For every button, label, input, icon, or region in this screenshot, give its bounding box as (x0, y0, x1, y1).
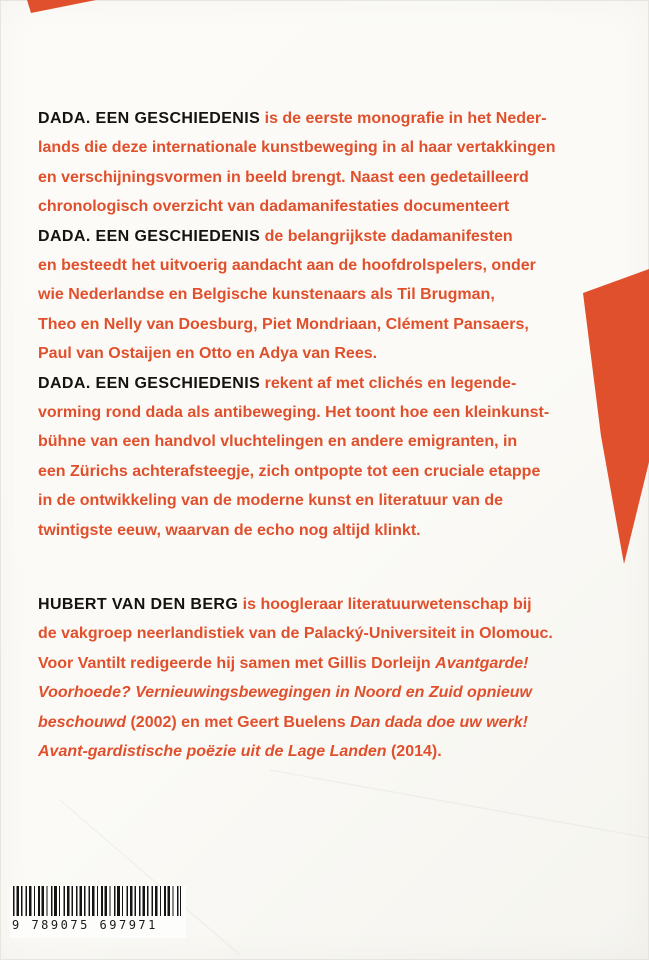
text-line (38, 590, 553, 619)
text-line (38, 280, 555, 309)
italic-text-run: Voorhoede? Vernieuwingsbewegingen in Noord en Zuid opnieuw (38, 684, 532, 702)
text-line (38, 339, 555, 368)
italic-text-run: Avant-gardistische poëzie uit de Lage Landen (38, 743, 387, 761)
bold-title-run: DADA. EEN GESCHIEDENIS (38, 227, 261, 245)
text-line (38, 619, 553, 648)
red-brush-shape-right (583, 269, 649, 564)
body-text-run: rekent af met clichés en legende- (260, 374, 517, 392)
text-line (38, 708, 553, 737)
text-line (38, 737, 553, 766)
text-line (38, 486, 555, 515)
italic-text-run: Avantgarde! (435, 654, 529, 672)
text-line (38, 133, 555, 162)
body-text-run: de vakgroep neerlandistiek van de Palacký-Universiteit in Olomouc. (38, 625, 553, 643)
red-sliver-top-left (27, 0, 96, 13)
text-line (38, 649, 553, 678)
text-line (38, 516, 555, 545)
body-text-run: (2014). (386, 743, 442, 761)
body-text-run: een Zürichs achterafsteegje, zich ontpopte tot een cruciale etappe (38, 462, 541, 480)
isbn-number: 9 789075 697971 (12, 918, 158, 932)
text-line (38, 457, 555, 486)
body-text-run: bühne van een handvol vluchtelingen en andere emigranten, in (38, 433, 518, 451)
body-text-run: is hoogleraar literatuurwetenschap bij (238, 596, 532, 613)
text-line (38, 369, 555, 398)
barcode-bars (13, 886, 181, 916)
paper-crease-line (270, 770, 649, 838)
body-text-run: lands die deze internationale kunstbeweging in al haar vertakkingen (38, 139, 556, 157)
text-line (38, 192, 555, 221)
body-text-run: chronologisch overzicht van dadamanifestaties documenteert (38, 198, 510, 216)
text-line (38, 310, 555, 339)
body-text-run: is de eerste monografie in het Neder- (260, 110, 547, 127)
text-line (38, 251, 555, 280)
text-line (38, 104, 555, 133)
body-text-run: vorming rond dada als antibeweging. Het toont hoe een kleinkunst- (38, 404, 550, 422)
author-bio-block (38, 590, 553, 766)
italic-text-run: Dan dada doe uw werk! (350, 713, 528, 731)
body-text-run: twintigste eeuw, waarvan de echo nog altijd klinkt. (38, 521, 421, 539)
body-text-run: (2002) en met Geert Buelens (126, 713, 351, 731)
body-text-run: de belangrijkste dadamanifesten (260, 227, 513, 245)
italic-text-run: beschouwd (38, 713, 127, 731)
synopsis-text-block (38, 104, 555, 545)
text-line (38, 398, 555, 427)
bold-title-run: DADA. EEN GESCHIEDENIS (38, 374, 261, 392)
body-text-run: in de ontwikkeling van de moderne kunst en literatuur van de (38, 492, 503, 510)
text-line (38, 427, 555, 456)
text-line (38, 678, 553, 707)
body-text-run: en besteedt het uitvoerig aandacht aan de hoofdrolspelers, onder (38, 257, 536, 275)
body-text-run: Voor Vantilt redigeerde hij samen met Gillis Dorleijn (38, 654, 436, 672)
body-text-run: wie Nederlandse en Belgische kunstenaars als Til Brugman, (38, 286, 495, 304)
body-text-run: Paul van Ostaijen en Otto en Adya van Rees. (38, 345, 378, 363)
bold-title-run: HUBERT VAN DEN BERG (38, 596, 239, 613)
bold-title-run: DADA. EEN GESCHIEDENIS (38, 110, 261, 127)
text-line (38, 222, 555, 251)
body-text-run: en verschijningsvormen in beeld brengt. Naast een gedetailleerd (38, 168, 529, 186)
text-line (38, 163, 555, 192)
isbn-barcode (10, 886, 186, 938)
body-text-run: Theo en Nelly van Doesburg, Piet Mondriaan, Clément Pansaers, (38, 315, 529, 333)
